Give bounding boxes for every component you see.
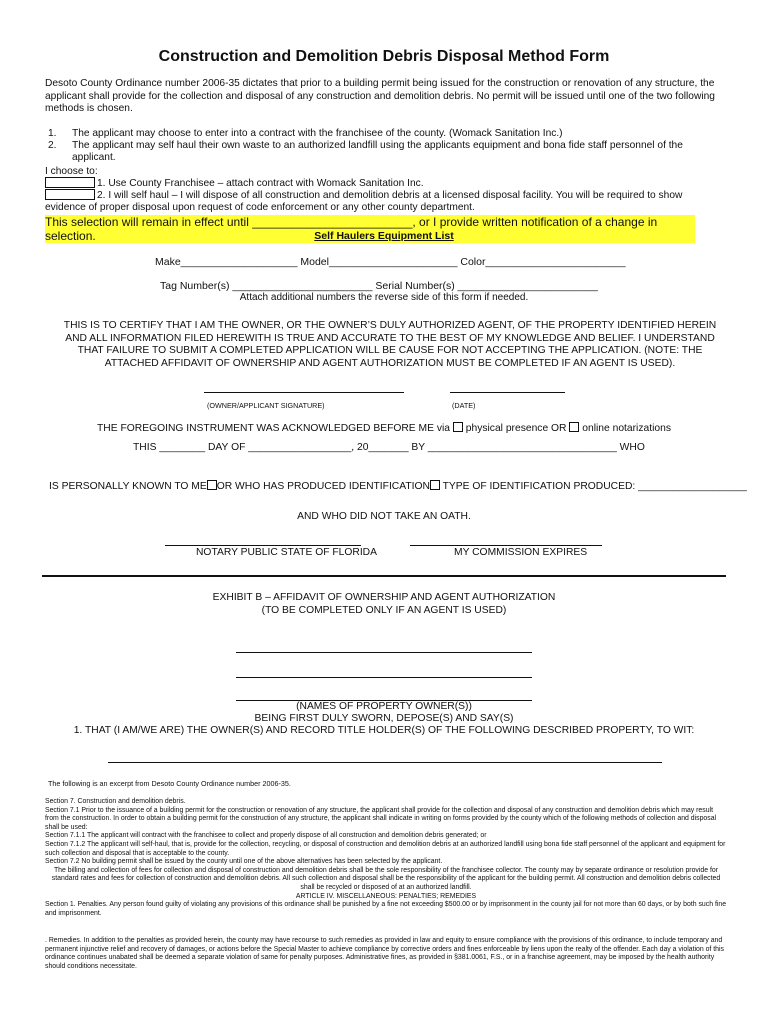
option-text: The applicant may choose to enter into a contract with the franchisee of the county. (Womack Sanitation Inc.)	[72, 128, 563, 139]
known-label: IS PERSONALLY KNOWN TO ME	[49, 481, 207, 492]
acknowledge-text: THE FOREGOING INSTRUMENT WAS ACKNOWLEDGED BEFORE ME via	[97, 423, 451, 434]
section-7: Section 7. Construction and demolition debris.	[45, 798, 186, 805]
section-7-1-1: Section 7.1.1 The applicant will contract with the franchisee to collect and properly dispose of all construction and demolition debris generated; or	[45, 832, 487, 840]
names-label: (NAMES OF PROPERTY OWNER(S))	[296, 701, 472, 712]
notary-date-fields[interactable]: THIS ________ DAY OF __________________, 20_______ BY _________________________________ WHO	[133, 442, 645, 453]
section-7-2: Section 7.2 No building permit shall be issued by the county until one of the above alternatives has been selected by the applicant.	[45, 858, 443, 866]
list-item	[45, 128, 725, 140]
intro-paragraph: Desoto County Ordinance number 2006-35 dictates that prior to a building permit being issued for the construction or renovation of any structure, the applicant shall provide for the collection and disposal of any construction and demolition debris. No permit will be issued until one of the two following methods is chosen.	[45, 78, 715, 114]
commission-label: MY COMMISSION EXPIRES	[454, 547, 588, 558]
option-text: The applicant may self haul their own waste to an authorized landfill using the applicants equipment and bona fide staff personnel of the applicant.	[72, 140, 683, 164]
online-notarization-checkbox[interactable]	[569, 422, 579, 432]
selection-effect-notice: This selection will remain in effect until ________________________, or I provide written notification of a change in selection.	[45, 215, 695, 243]
exhibit-title: EXHIBIT B – AFFIDAVIT OF OWNERSHIP AND AGENT AUTHORIZATION	[212, 592, 556, 603]
owner-name-line-1[interactable]	[236, 652, 532, 653]
acknowledgement-row	[0, 422, 768, 434]
owner-statement	[0, 701, 768, 738]
date-label: (DATE)	[452, 401, 476, 410]
personally-known-checkbox[interactable]	[207, 480, 217, 490]
notary-label: NOTARY PUBLIC STATE OF FLORIDA	[196, 547, 377, 558]
signature-label: (OWNER/APPLICANT SIGNATURE)	[207, 401, 325, 410]
attach-note: Attach additional numbers the reverse side of this form if needed.	[239, 292, 529, 303]
sworn-statement: BEING FIRST DULY SWORN, DEPOSE(S) AND SAY(S)	[254, 713, 514, 725]
section-divider	[42, 575, 726, 577]
choose-label: I choose to:	[45, 166, 98, 177]
list-item	[45, 140, 725, 164]
billing-paragraph: The billing and collection of fees for collection and disposal of construction and demolition debris shall be the sole responsibility of the franchisee collector. The county may by separate ordinance or resolution provide for standard rates and fees for collection of construction and demolition debris. All such collection and disposal shall be the responsibility of the applicant for the building permit. All construction and demolition debris collected shall be recycled or disposed of at an authorized landfill.	[51, 866, 721, 891]
oath-statement: AND WHO DID NOT TAKE AN OATH.	[297, 511, 471, 522]
remedies-paragraph: . Remedies. In addition to the penalties as provided herein, the county may have recourse to such remedies as provided in law and equity to ensure compliance with the provisions of this ordinance, to include temporary and permanent injunctive relief and recovery of damages, or actions before the Special Master to achieve compliance by corrective orders and fines enforceable by liens upon the realty of the offender. Each day a violation of this ordinance continues unabated shall be deemed a separate violation of same for penalty purposes. Administrative fines, as provided in §381.0061, F.S., or in a franchise agreement, may be imposed by the health authority should conditions necessitate.	[45, 937, 724, 970]
tag-serial-fields[interactable]: Tag Number(s) ________________________ Serial Number(s) ________________________	[160, 280, 598, 292]
section-1-penalties: Section 1. Penalties. Any person found guilty of violating any provisions of this ordinance shall be punished by a fine not exceeding $500.00 or by imprisonment in the county jail for not more than 60 days, or by both such fine and imprisonment.	[45, 901, 727, 917]
property-description-line[interactable]	[108, 762, 662, 763]
produced-id-label: OR WHO HAS PRODUCED IDENTIFICATION	[216, 481, 430, 492]
choice-1-selection-box[interactable]	[45, 177, 95, 188]
choice-2-row	[45, 189, 723, 214]
method-options-list	[45, 128, 725, 165]
choice-1-text: 1. Use County Franchisee – attach contract with Womack Sanitation Inc.	[97, 178, 424, 189]
option-number: 1.	[48, 128, 57, 139]
choice-2-text: 2. I will self haul – I will dispose of all construction and demolition debris at a licensed disposal facility. You will be required to show evidence of proper disposal upon request of code enforcement or any other county department.	[45, 190, 683, 213]
ownership-clause: 1. THAT (I AM/WE ARE) THE OWNER(S) AND RECORD TITLE HOLDER(S) OF THE FOLLOWING DESCRIBED PROPERTY, TO WIT:	[73, 725, 695, 737]
equipment-list-title: Self Haulers Equipment List	[314, 230, 454, 242]
make-model-color-fields[interactable]: Make____________________ Model______________________ Color________________________	[155, 256, 626, 268]
signature-line[interactable]	[204, 392, 404, 393]
choice-2-selection-box[interactable]	[45, 189, 95, 200]
certification-statement: THIS IS TO CERTIFY THAT I AM THE OWNER, OR THE OWNER’S DULY AUTHORIZED AGENT, OF THE PROPERTY IDENTIFIED HEREIN AND ALL INFORMATION FILED HEREWITH IS TRUE AND ACCURATE TO THE BEST OF MY KNOWLEDGE AND BELIEF. I UNDERSTAND THAT FAILURE TO SUBMIT A COMPLETED APPLICATION WILL BE CAUSE FOR NOT ACCEPTING THE APPLICATION. (NOTE: THE ATTACHED AFFIDAVIT OF OWNERSHIP AND AGENT AUTHORIZATION MUST BE COMPLETED IF AN AGENT IS USED).	[63, 320, 717, 369]
section-7-1: Section 7.1 Prior to the issuance of a building permit for the construction or renovation of any structure, the applicant shall provide for the collection and disposal of any construction and demolition debris which may result from the construction. In order to obtain a building permit for the construction of any structure, the applicant shall indicate in writing on forms provided by the county which of the following methods of collection and disposal shall be used:	[45, 806, 717, 831]
exhibit-heading	[0, 592, 768, 617]
online-notarization-label: online notarizations	[582, 423, 671, 434]
physical-presence-checkbox[interactable]	[453, 422, 463, 432]
produced-id-checkbox[interactable]	[430, 480, 440, 490]
owner-name-line-2[interactable]	[236, 677, 532, 678]
identification-row	[49, 480, 747, 492]
section-7-1-2: Section 7.1.2 The applicant will self-haul, that is, provide for the collection, recycling, or disposal of construction and demolition debris at an authorized landfill using bona fide staff personnel of the applicant and equipment for such collection and disposal that is acceptable to the county.	[45, 840, 726, 857]
exhibit-subtitle: (TO BE COMPLETED ONLY IF AN AGENT IS USED)	[261, 604, 507, 616]
article-heading: ARTICLE IV. MISCELLANEOUS: PENALTIES; REMEDIES	[295, 892, 477, 900]
option-number: 2.	[48, 140, 57, 152]
page-title: Construction and Demolition Debris Disposal Method Form	[158, 48, 610, 65]
ordinance-excerpt	[45, 798, 727, 918]
notary-signature-line[interactable]	[165, 545, 361, 546]
physical-presence-label: physical presence OR	[465, 423, 567, 434]
excerpt-title: The following is an excerpt from Desoto County Ordinance number 2006-35.	[48, 779, 291, 788]
id-type-field[interactable]: TYPE OF IDENTIFICATION PRODUCED: ___________________	[442, 481, 747, 492]
date-line[interactable]	[450, 392, 565, 393]
commission-expiry-line[interactable]	[410, 545, 602, 546]
